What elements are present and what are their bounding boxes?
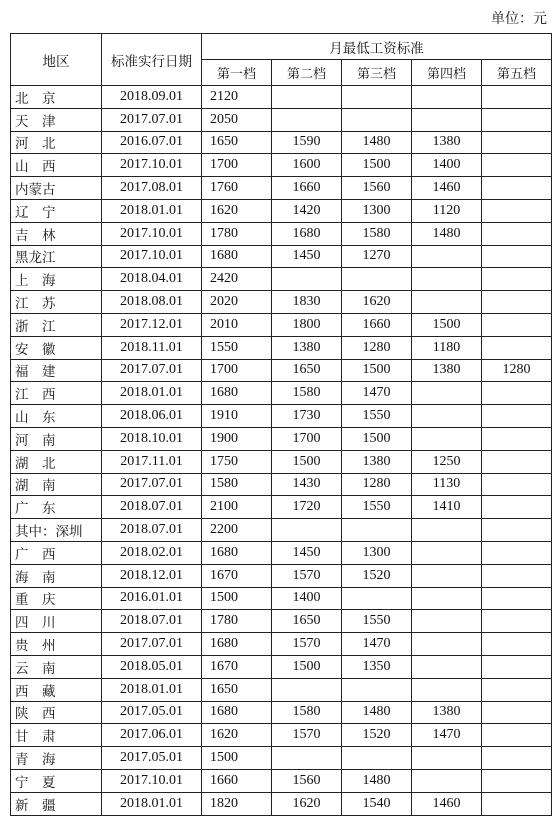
table-row	[11, 587, 552, 610]
wage-tier-3-cell: 1500	[342, 427, 412, 450]
table-row	[11, 496, 552, 519]
header-date: 标准实行日期	[102, 34, 202, 86]
wage-tier-4-cell	[412, 245, 482, 268]
wage-tier-3-cell: 1550	[342, 610, 412, 633]
wage-tier-4-cell	[412, 291, 482, 314]
date-cell: 2017.07.01	[102, 473, 202, 496]
wage-tier-4-cell	[412, 587, 482, 610]
wage-tier-4-cell: 1410	[412, 496, 482, 519]
date-cell: 2018.08.01	[102, 291, 202, 314]
wage-tier-5-cell	[482, 564, 552, 587]
wage-tier-5-cell	[482, 701, 552, 724]
date-cell: 2017.07.01	[102, 359, 202, 382]
wage-tier-1-cell: 1580	[202, 473, 272, 496]
table-row	[11, 108, 552, 131]
region-cell: 贵 州	[11, 633, 102, 656]
wage-tier-1-cell: 1550	[202, 336, 272, 359]
table-row	[11, 450, 552, 473]
wage-tier-5-cell	[482, 587, 552, 610]
wage-tier-1-cell: 2200	[202, 519, 272, 542]
region-cell: 上 海	[11, 268, 102, 291]
wage-tier-5-cell	[482, 222, 552, 245]
header-wage-group: 月最低工资标准	[202, 34, 552, 60]
region-cell: 新 疆	[11, 792, 102, 815]
wage-tier-5-cell	[482, 724, 552, 747]
wage-tier-5-cell	[482, 519, 552, 542]
table-row	[11, 313, 552, 336]
wage-tier-2-cell: 1560	[272, 769, 342, 792]
wage-tier-1-cell: 2010	[202, 313, 272, 336]
wage-tier-2-cell: 1660	[272, 177, 342, 200]
table-row	[11, 678, 552, 701]
minimum-wage-table	[10, 33, 552, 816]
wage-tier-3-cell: 1520	[342, 564, 412, 587]
region-cell: 甘 肃	[11, 724, 102, 747]
date-cell: 2018.09.01	[102, 86, 202, 109]
wage-tier-4-cell	[412, 268, 482, 291]
table-row	[11, 633, 552, 656]
wage-tier-1-cell: 1620	[202, 724, 272, 747]
wage-tier-5-cell	[482, 610, 552, 633]
table-row	[11, 336, 552, 359]
region-cell: 青 海	[11, 747, 102, 770]
region-cell: 黑龙江	[11, 245, 102, 268]
wage-tier-4-cell: 1380	[412, 359, 482, 382]
wage-tier-1-cell: 1760	[202, 177, 272, 200]
header-tier-3: 第三档	[342, 60, 412, 86]
wage-tier-4-cell: 1500	[412, 313, 482, 336]
wage-tier-4-cell	[412, 655, 482, 678]
wage-tier-3-cell: 1300	[342, 541, 412, 564]
wage-tier-1-cell: 2100	[202, 496, 272, 519]
wage-tier-2-cell: 1830	[272, 291, 342, 314]
wage-tier-3-cell	[342, 747, 412, 770]
region-cell: 河 北	[11, 131, 102, 154]
region-cell: 天 津	[11, 108, 102, 131]
wage-tier-4-cell	[412, 382, 482, 405]
date-cell: 2018.07.01	[102, 496, 202, 519]
region-cell: 江 苏	[11, 291, 102, 314]
date-cell: 2017.10.01	[102, 154, 202, 177]
wage-tier-4-cell: 1460	[412, 792, 482, 815]
table-row	[11, 131, 552, 154]
date-cell: 2018.05.01	[102, 655, 202, 678]
wage-tier-5-cell	[482, 769, 552, 792]
wage-tier-2-cell: 1590	[272, 131, 342, 154]
wage-tier-4-cell	[412, 108, 482, 131]
wage-tier-1-cell: 1780	[202, 610, 272, 633]
wage-tier-4-cell: 1130	[412, 473, 482, 496]
wage-tier-2-cell	[272, 108, 342, 131]
table-row	[11, 519, 552, 542]
wage-tier-5-cell	[482, 473, 552, 496]
wage-tier-3-cell: 1660	[342, 313, 412, 336]
wage-tier-5-cell: 1280	[482, 359, 552, 382]
wage-tier-4-cell: 1250	[412, 450, 482, 473]
wage-tier-2-cell	[272, 519, 342, 542]
wage-tier-3-cell: 1540	[342, 792, 412, 815]
wage-tier-5-cell	[482, 496, 552, 519]
wage-tier-1-cell: 1680	[202, 382, 272, 405]
wage-tier-3-cell: 1270	[342, 245, 412, 268]
wage-tier-2-cell	[272, 747, 342, 770]
region-cell: 福 建	[11, 359, 102, 382]
wage-tier-1-cell: 1780	[202, 222, 272, 245]
wage-tier-4-cell: 1120	[412, 199, 482, 222]
wage-tier-5-cell	[482, 245, 552, 268]
date-cell: 2018.01.01	[102, 199, 202, 222]
wage-tier-3-cell: 1500	[342, 359, 412, 382]
wage-tier-5-cell	[482, 313, 552, 336]
region-cell: 广 东	[11, 496, 102, 519]
wage-tier-3-cell	[342, 86, 412, 109]
wage-tier-2-cell: 1450	[272, 245, 342, 268]
wage-tier-2-cell: 1430	[272, 473, 342, 496]
wage-tier-2-cell: 1570	[272, 633, 342, 656]
date-cell: 2017.07.01	[102, 108, 202, 131]
wage-tier-4-cell	[412, 427, 482, 450]
wage-tier-5-cell	[482, 427, 552, 450]
table-row	[11, 199, 552, 222]
wage-tier-3-cell: 1560	[342, 177, 412, 200]
wage-tier-3-cell: 1550	[342, 405, 412, 428]
region-cell: 其中：深圳	[11, 519, 102, 542]
table-row	[11, 610, 552, 633]
header-region: 地区	[11, 34, 102, 86]
wage-tier-4-cell: 1380	[412, 131, 482, 154]
wage-tier-2-cell: 1700	[272, 427, 342, 450]
wage-tier-4-cell	[412, 86, 482, 109]
wage-tier-3-cell	[342, 108, 412, 131]
wage-tier-5-cell	[482, 177, 552, 200]
wage-tier-4-cell	[412, 541, 482, 564]
region-cell: 吉 林	[11, 222, 102, 245]
date-cell: 2018.06.01	[102, 405, 202, 428]
wage-tier-3-cell	[342, 268, 412, 291]
region-cell: 云 南	[11, 655, 102, 678]
wage-tier-3-cell: 1550	[342, 496, 412, 519]
wage-tier-5-cell	[482, 108, 552, 131]
table-row	[11, 427, 552, 450]
wage-tier-2-cell: 1400	[272, 587, 342, 610]
table-row	[11, 564, 552, 587]
date-cell: 2018.12.01	[102, 564, 202, 587]
table-row	[11, 405, 552, 428]
wage-tier-2-cell: 1500	[272, 655, 342, 678]
wage-tier-1-cell: 1700	[202, 359, 272, 382]
wage-tier-2-cell: 1500	[272, 450, 342, 473]
header-tier-4: 第四档	[412, 60, 482, 86]
table-row	[11, 655, 552, 678]
wage-tier-1-cell: 1500	[202, 747, 272, 770]
wage-tier-3-cell: 1380	[342, 450, 412, 473]
wage-tier-4-cell	[412, 564, 482, 587]
wage-tier-1-cell: 1750	[202, 450, 272, 473]
wage-tier-2-cell: 1420	[272, 199, 342, 222]
wage-tier-2-cell: 1680	[272, 222, 342, 245]
wage-tier-3-cell: 1500	[342, 154, 412, 177]
date-cell: 2017.06.01	[102, 724, 202, 747]
wage-tier-5-cell	[482, 450, 552, 473]
table-row	[11, 541, 552, 564]
wage-tier-2-cell: 1650	[272, 359, 342, 382]
wage-tier-1-cell: 1500	[202, 587, 272, 610]
region-cell: 湖 北	[11, 450, 102, 473]
table-row	[11, 359, 552, 382]
wage-tier-2-cell: 1650	[272, 610, 342, 633]
wage-tier-5-cell	[482, 747, 552, 770]
wage-tier-4-cell: 1460	[412, 177, 482, 200]
wage-tier-5-cell	[482, 382, 552, 405]
wage-tier-4-cell	[412, 610, 482, 633]
wage-tier-4-cell: 1380	[412, 701, 482, 724]
wage-tier-3-cell	[342, 519, 412, 542]
wage-tier-3-cell: 1620	[342, 291, 412, 314]
wage-tier-3-cell: 1480	[342, 701, 412, 724]
wage-tier-4-cell	[412, 519, 482, 542]
wage-tier-4-cell: 1400	[412, 154, 482, 177]
date-cell: 2017.05.01	[102, 701, 202, 724]
table-row	[11, 177, 552, 200]
wage-tier-4-cell: 1470	[412, 724, 482, 747]
region-cell: 宁 夏	[11, 769, 102, 792]
wage-tier-5-cell	[482, 792, 552, 815]
date-cell: 2017.05.01	[102, 747, 202, 770]
wage-tier-4-cell	[412, 747, 482, 770]
table-row	[11, 747, 552, 770]
date-cell: 2018.02.01	[102, 541, 202, 564]
wage-tier-5-cell	[482, 655, 552, 678]
wage-tier-2-cell: 1580	[272, 701, 342, 724]
table-row	[11, 473, 552, 496]
wage-tier-3-cell: 1300	[342, 199, 412, 222]
wage-tier-2-cell: 1720	[272, 496, 342, 519]
table-row	[11, 268, 552, 291]
date-cell: 2018.01.01	[102, 792, 202, 815]
date-cell: 2016.07.01	[102, 131, 202, 154]
wage-tier-2-cell: 1570	[272, 564, 342, 587]
region-cell: 山 东	[11, 405, 102, 428]
wage-tier-2-cell: 1600	[272, 154, 342, 177]
wage-tier-1-cell: 1660	[202, 769, 272, 792]
date-cell: 2018.04.01	[102, 268, 202, 291]
date-cell: 2017.11.01	[102, 450, 202, 473]
date-cell: 2018.07.01	[102, 610, 202, 633]
wage-tier-5-cell	[482, 291, 552, 314]
region-cell: 安 徽	[11, 336, 102, 359]
table-row	[11, 245, 552, 268]
region-cell: 陕 西	[11, 701, 102, 724]
table-body	[11, 86, 552, 816]
wage-tier-5-cell	[482, 678, 552, 701]
wage-tier-1-cell: 1650	[202, 678, 272, 701]
wage-tier-2-cell: 1450	[272, 541, 342, 564]
wage-tier-1-cell: 2420	[202, 268, 272, 291]
wage-tier-1-cell: 1620	[202, 199, 272, 222]
wage-tier-5-cell	[482, 86, 552, 109]
region-cell: 山 西	[11, 154, 102, 177]
wage-tier-3-cell: 1470	[342, 633, 412, 656]
wage-tier-1-cell: 2050	[202, 108, 272, 131]
wage-tier-1-cell: 1700	[202, 154, 272, 177]
date-cell: 2017.12.01	[102, 313, 202, 336]
wage-tier-5-cell	[482, 131, 552, 154]
wage-tier-2-cell: 1380	[272, 336, 342, 359]
region-cell: 河 南	[11, 427, 102, 450]
wage-tier-1-cell: 1680	[202, 541, 272, 564]
header-tier-5: 第五档	[482, 60, 552, 86]
wage-tier-1-cell: 1670	[202, 564, 272, 587]
date-cell: 2017.08.01	[102, 177, 202, 200]
wage-tier-3-cell	[342, 587, 412, 610]
wage-tier-1-cell: 1680	[202, 701, 272, 724]
table-row	[11, 291, 552, 314]
date-cell: 2017.10.01	[102, 245, 202, 268]
region-cell: 重 庆	[11, 587, 102, 610]
wage-tier-1-cell: 2120	[202, 86, 272, 109]
table-row	[11, 792, 552, 815]
region-cell: 内蒙古	[11, 177, 102, 200]
wage-tier-1-cell: 1820	[202, 792, 272, 815]
region-cell: 江 西	[11, 382, 102, 405]
header-tier-2: 第二档	[272, 60, 342, 86]
date-cell: 2018.07.01	[102, 519, 202, 542]
date-cell: 2018.10.01	[102, 427, 202, 450]
wage-tier-2-cell	[272, 86, 342, 109]
wage-tier-3-cell: 1470	[342, 382, 412, 405]
date-cell: 2018.01.01	[102, 382, 202, 405]
wage-tier-5-cell	[482, 268, 552, 291]
wage-tier-1-cell: 1680	[202, 245, 272, 268]
date-cell: 2016.01.01	[102, 587, 202, 610]
date-cell: 2017.10.01	[102, 222, 202, 245]
wage-tier-4-cell	[412, 769, 482, 792]
wage-tier-5-cell	[482, 199, 552, 222]
wage-tier-3-cell: 1280	[342, 473, 412, 496]
wage-tier-1-cell: 1650	[202, 131, 272, 154]
wage-tier-3-cell: 1580	[342, 222, 412, 245]
region-cell: 北 京	[11, 86, 102, 109]
table-row	[11, 154, 552, 177]
region-cell: 西 藏	[11, 678, 102, 701]
region-cell: 湖 南	[11, 473, 102, 496]
wage-tier-5-cell	[482, 154, 552, 177]
wage-tier-3-cell: 1480	[342, 131, 412, 154]
date-cell: 2017.10.01	[102, 769, 202, 792]
date-cell: 2017.07.01	[102, 633, 202, 656]
wage-tier-4-cell	[412, 633, 482, 656]
date-cell: 2018.11.01	[102, 336, 202, 359]
region-cell: 广 西	[11, 541, 102, 564]
wage-tier-2-cell: 1800	[272, 313, 342, 336]
wage-tier-4-cell	[412, 405, 482, 428]
table-row	[11, 86, 552, 109]
wage-tier-2-cell	[272, 678, 342, 701]
wage-tier-3-cell: 1350	[342, 655, 412, 678]
header-tier-1: 第一档	[202, 60, 272, 86]
wage-tier-2-cell: 1580	[272, 382, 342, 405]
wage-tier-3-cell: 1480	[342, 769, 412, 792]
wage-tier-4-cell: 1480	[412, 222, 482, 245]
table-row	[11, 724, 552, 747]
region-cell: 海 南	[11, 564, 102, 587]
wage-tier-2-cell: 1730	[272, 405, 342, 428]
table-row	[11, 769, 552, 792]
wage-tier-1-cell: 2020	[202, 291, 272, 314]
wage-tier-1-cell: 1900	[202, 427, 272, 450]
region-cell: 辽 宁	[11, 199, 102, 222]
region-cell: 浙 江	[11, 313, 102, 336]
table-row	[11, 222, 552, 245]
table-header	[11, 34, 552, 86]
wage-tier-5-cell	[482, 541, 552, 564]
wage-tier-2-cell	[272, 268, 342, 291]
wage-tier-4-cell	[412, 678, 482, 701]
table-row	[11, 382, 552, 405]
wage-tier-5-cell	[482, 336, 552, 359]
wage-tier-3-cell: 1520	[342, 724, 412, 747]
date-cell: 2018.01.01	[102, 678, 202, 701]
wage-tier-2-cell: 1620	[272, 792, 342, 815]
wage-tier-5-cell	[482, 405, 552, 428]
region-cell: 四 川	[11, 610, 102, 633]
wage-tier-4-cell: 1180	[412, 336, 482, 359]
wage-tier-1-cell: 1670	[202, 655, 272, 678]
wage-tier-5-cell	[482, 633, 552, 656]
wage-tier-3-cell: 1280	[342, 336, 412, 359]
wage-tier-3-cell	[342, 678, 412, 701]
wage-tier-2-cell: 1570	[272, 724, 342, 747]
wage-tier-1-cell: 1910	[202, 405, 272, 428]
wage-tier-1-cell: 1680	[202, 633, 272, 656]
table-row	[11, 701, 552, 724]
unit-label: 单位：元	[491, 11, 547, 27]
